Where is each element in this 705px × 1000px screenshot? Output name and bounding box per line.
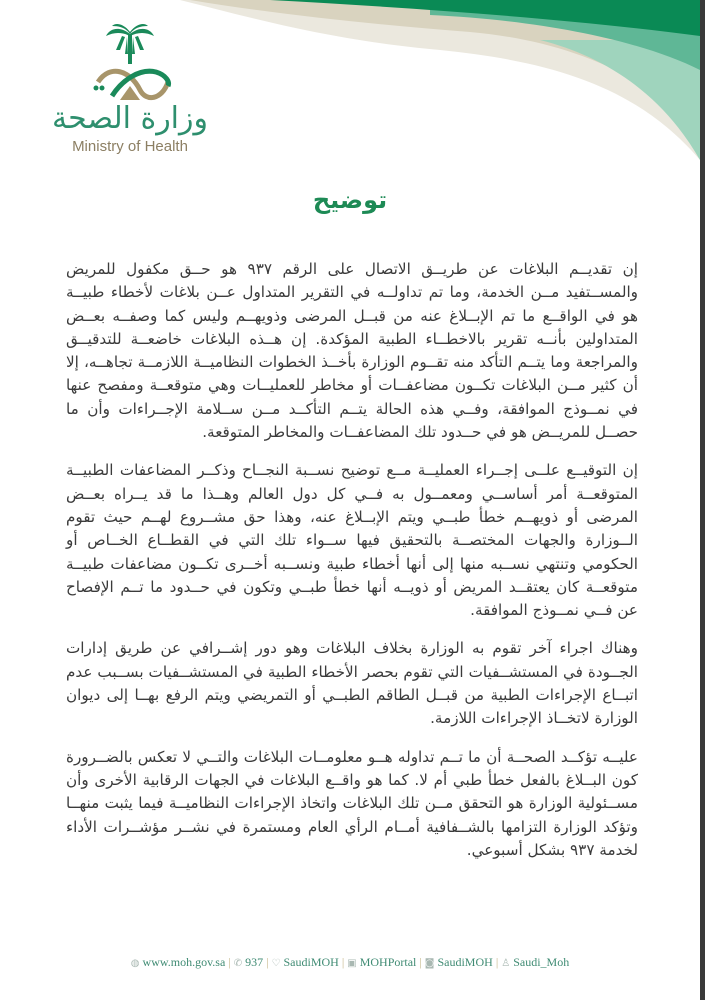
logo-english-name: Ministry of Health (72, 138, 188, 155)
divider: | (419, 955, 422, 969)
divider: | (228, 955, 231, 969)
contact-footer (0, 955, 700, 970)
paragraph: وهناك اجراء آخر تقوم به الوزارة بخلاف البلاغات وهو دور إشــرافي عن طريق إدارات الجــودة في المستشــفيات التي تقوم بحصر الأخطاء الطبية في المستشــفيات بســبب عدم اتبــاع الإجراءات الطبية من قبــل الطاقم الطبــي أو التمريضي ويتم الرفع بهــا إلى ديوان الوزارة لاتخــاذ الإجراءات اللازمة. (66, 639, 638, 728)
instagram-icon: ◙ (424, 958, 435, 969)
twitter-icon: ♡ (271, 958, 281, 969)
footer-instagram-link[interactable]: ◙ SaudiMOH (424, 955, 493, 969)
paragraph: عليــه تؤكــد الصحــة أن ما تــم تداوله هــو معلومــات البلاغات والتــي لا تعكس بالضــرورة كون البــلاغ بالفعل خطأ طبي أم لا. كما هو واقــع البلاغات في الجهات الرقابية الأخرى وأن مســئولية الوزارة هو التحقق مــن تلك البلاغات واتخاذ الإجراءات النظاميــة فيما يثبت منهــا وتؤكد الوزارة التزامها بالشــفافية أمــام الرأي العام ومستمرة في نشــر مؤشــرات الأداء لخدمة ٩٣٧ بشكل أسبوعي. (66, 747, 638, 859)
paragraph: إن التوقيــع علــى إجــراء العمليــة مــع توضيح نســبة النجــاح وذكــر المضاعفات الطبيــة المتوقعــة أمر أساســي ومعمــول به فــي كل دول العالم وهــذا ما قد يــراه بعــض المرضى أو ذويهــم خطأ طبــي ويتم الإبــلاغ عنه، وهذا حق مشــروع لهــم حيث تقوم الــوزارة والجهات المختصــة بالتحقيق فيها ســواء تلك التي في القطــاع الخــاص أو الحكومي وتنتهي نســبه منها إلى أنها أخطاء طبية ونســبه أخــرى تكــون مضاعفات طبيــة متوقعــة كان يعتقــد المريض أو ذويــه أنها خطأ طبــي وتكون في حــدود ما تــم الإفصاح عن فــي نمــوذج الموافقة. (66, 461, 638, 620)
divider: | (341, 955, 345, 969)
footer-snapchat-link[interactable]: ♙ Saudi_Moh (501, 955, 570, 969)
logo-arabic-name: وزارة الصحة (52, 101, 208, 136)
ministry-logo (50, 20, 210, 160)
palm-emblem-icon (50, 20, 210, 104)
footer-phone-link[interactable]: ✆ 937 (233, 955, 264, 969)
footer-youtube-link[interactable]: ▣ MOHPortal (347, 955, 417, 969)
paragraph: إن تقديــم البلاغات عن طريــق الاتصال على الرقم ٩٣٧ هو حــق مكفول للمريض والمســتفيد مــن الخدمة، وما تم تداولــه في التقرير المتداول عــن بلاغات لأخطاء طبيــة هو في الواقــع ما تم الإبــلاغ عنه من قبــل المرضى وذويهــم وليس كما وصفــه بعــض المتداولين بأنــه تقرير بالاخطــاء الطبية المؤكدة. إن هــذه البلاغات خاضعــة للتدقيــق والمراجعة وما يتــم التأكد منه تقــوم الوزارة بأخــذ الخطوات النظاميــة اللازمــة تجاهــه، إلا أن كثير مــن البلاغات تكــون مضاعفــات أو مخاطر للعمليــات وهي متوقعــة ومفصح عنها في نمــوذج الموافقة، وفــي هذه الحالة يتــم التأكــد مــن ســلامة الإجــراءات وأن ما حصــل للمريــض هو في حــدود تلك المضاعفــات والمخاطر المتوقعة. (66, 260, 638, 442)
footer-twitter-link[interactable]: ♡ SaudiMOH (271, 955, 339, 969)
document-title: توضيح (312, 186, 388, 214)
footer-website-link[interactable]: ◍ www.moh.gov.sa (130, 955, 226, 969)
window-edge (700, 0, 705, 1000)
divider: | (266, 955, 269, 969)
snapchat-icon: ♙ (501, 958, 511, 969)
divider: | (495, 955, 499, 969)
phone-icon: ✆ (233, 958, 243, 969)
document-body (66, 258, 638, 877)
youtube-icon: ▣ (347, 958, 357, 969)
globe-icon: ◍ (130, 958, 140, 969)
